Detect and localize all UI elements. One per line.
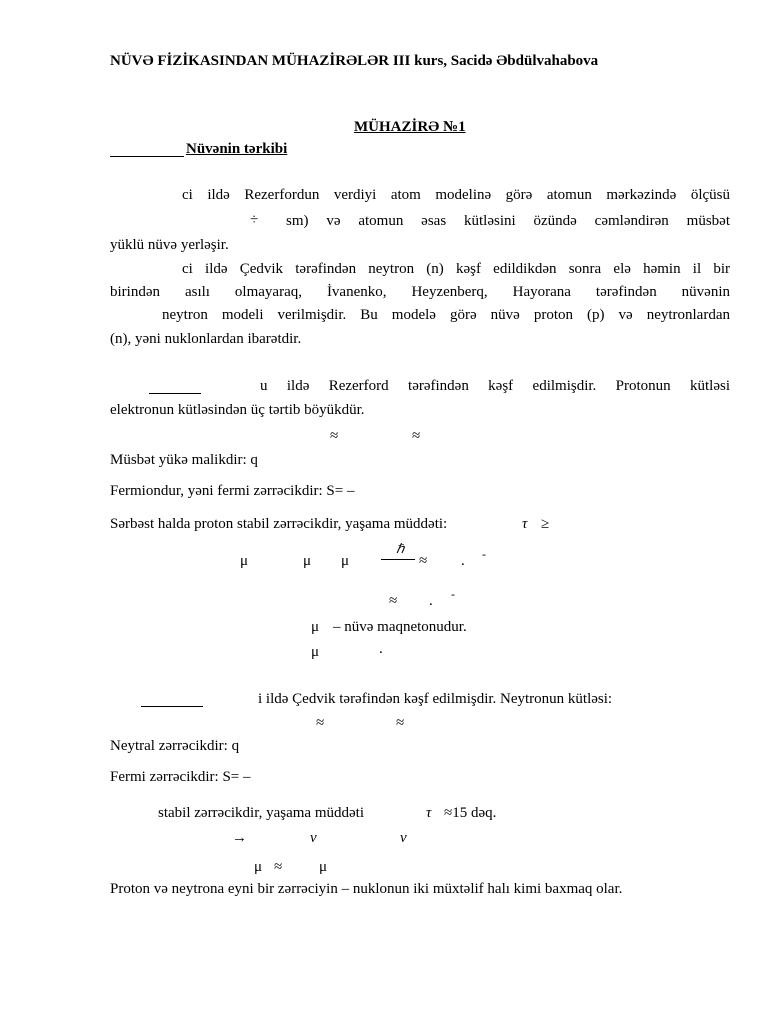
dot-symbol: .	[429, 593, 433, 609]
dot-symbol: .	[379, 641, 383, 657]
paragraph-2-line-4: (n), yəni nuklonlardan ibarətdir.	[110, 331, 302, 347]
neutron-lifetime: ≈15 dəq.	[444, 805, 497, 821]
neutron-charge: Neytral zərrəcikdir: q	[110, 738, 240, 754]
approx-symbol: ≈	[396, 715, 405, 731]
neutron-heading-underline	[141, 706, 203, 707]
geq-symbol: ≥	[541, 516, 550, 532]
page-header: NÜVƏ FİZİKASINDAN MÜHAZİRƏLƏR III kurs, Sacidə Əbdülvahabova	[110, 53, 599, 69]
blank-underline	[110, 156, 184, 157]
tau-symbol: τ	[522, 516, 528, 532]
approx-symbol: ≈	[274, 859, 283, 875]
nu-symbol: ν	[400, 830, 407, 846]
conclusion: Proton və neytrona eyni bir zərrəciyin – nuklonun iki müxtəlif halı kimi baxmaq olar.	[110, 881, 623, 897]
proton-stable: Sərbəst halda proton stabil zərrəcikdir, yaşama müddəti:	[110, 516, 448, 532]
proton-line-2: elektronun kütləsindən üç tərtib böyükdür.	[110, 402, 365, 418]
hbar-symbol: ℏ	[396, 541, 405, 556]
approx-symbol: ≈	[389, 593, 398, 609]
dot-symbol: .	[461, 553, 465, 569]
nuclear-magneton-text: – nüvə maqnetonudur.	[333, 619, 467, 635]
proton-fermion: Fermiondur, yəni fermi zərrəcikdir: S= –	[110, 483, 355, 499]
proton-heading-underline	[149, 393, 201, 394]
paragraph-1-line-3: yüklü nüvə yerləşir.	[110, 237, 229, 253]
mu-symbol: μ	[240, 553, 249, 569]
lecture-title: MÜHAZİRƏ №1	[354, 119, 466, 135]
mu-symbol: μ	[311, 644, 320, 660]
fraction-bar	[381, 559, 415, 560]
minus-symbol: -	[482, 547, 486, 561]
section-title: Nüvənin tərkibi	[186, 141, 288, 157]
neutron-unstable: stabil zərrəcikdir, yaşama müddəti	[158, 805, 364, 821]
neutron-line-1: i ildə Çedvik tərəfindən kəşf edilmişdir. Neytronun kütləsi:	[258, 691, 613, 707]
approx-symbol: ≈	[419, 553, 428, 569]
neutron-fermi: Fermi zərrəcikdir: S= –	[110, 769, 251, 785]
proton-charge: Müsbət yükə malikdir: q	[110, 452, 258, 468]
paragraph-2-line-1: ci ildə Çedvik tərəfindən neytron (n) kəşf edildikdən sonra elə həmin il bir	[182, 261, 730, 277]
paragraph-1-line-1: ci ildə Rezerfordun verdiyi atom modelinə görə atomun mərkəzində ölçüsü	[182, 187, 730, 203]
mu-symbol: μ	[311, 619, 320, 635]
approx-symbol: ≈	[316, 715, 325, 731]
proton-line-1: u ildə Rezerford tərəfindən kəşf edilmişdir. Protonun kütləsi	[260, 378, 730, 394]
mu-symbol: μ	[254, 859, 263, 875]
nu-symbol: ν	[310, 830, 317, 846]
approx-symbol: ≈	[330, 428, 339, 444]
paragraph-2-line-3: neytron modeli verilmişdir. Bu modelə görə nüvə proton (p) və neytronlardan	[162, 307, 730, 323]
approx-symbol: ≈	[412, 428, 421, 444]
tau-symbol: τ	[426, 805, 432, 821]
paragraph-1-symbol: ÷	[250, 212, 259, 228]
mu-symbol: μ	[303, 553, 312, 569]
mu-symbol: μ	[319, 859, 328, 875]
mu-symbol: μ	[341, 553, 350, 569]
minus-symbol: -	[451, 587, 455, 601]
paragraph-1-line-2: sm) və atomun əsas kütləsini özündə cəmləndirən müsbət	[286, 213, 730, 229]
paragraph-2-line-2: birindən asılı olmayaraq, İvanenko, Heyzenberq, Hayorana tərəfindən nüvənin	[110, 284, 730, 300]
arrow-symbol: →	[232, 830, 247, 846]
